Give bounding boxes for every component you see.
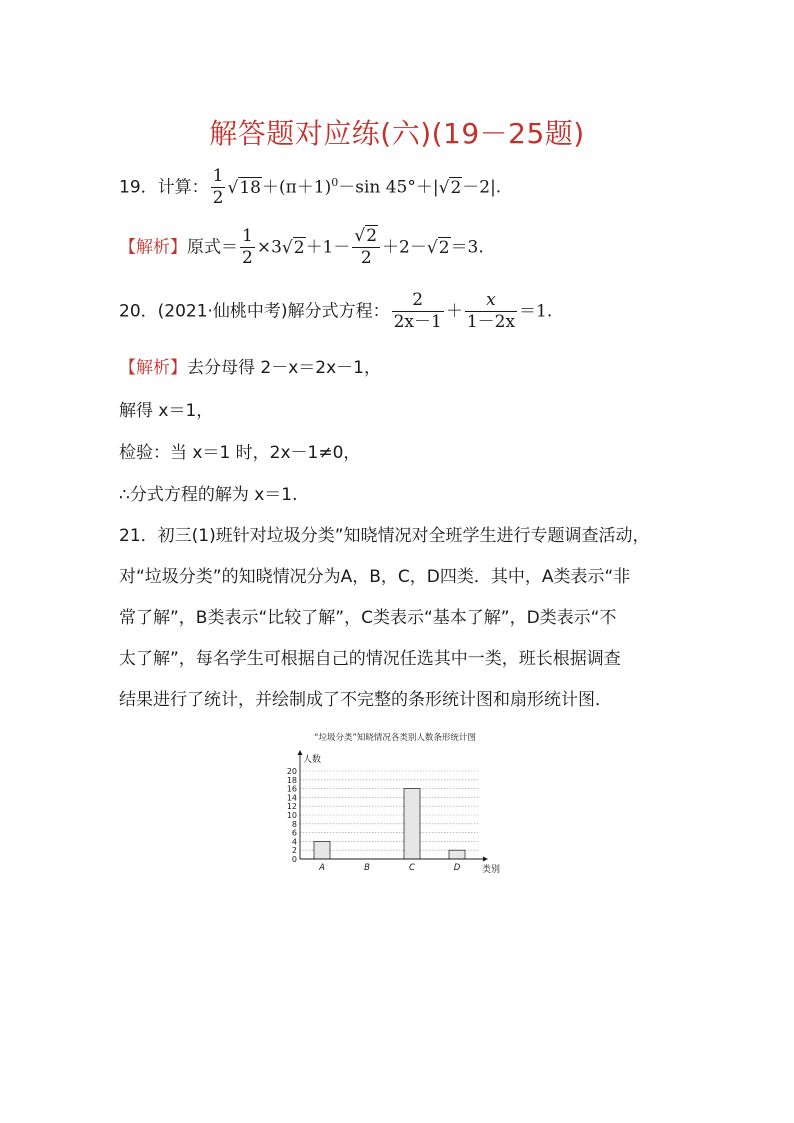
y-tick-label: 18 [286,775,297,785]
sqrt-2: √2 [426,237,450,258]
question-21-line-4: 太了解”，每名学生可根据自己的情况任选其中一类，班长根据调查 [119,649,621,669]
chart-grid [300,771,478,850]
solution-20-line-2: 解得 x＝1， [119,401,214,421]
chart-title: “垃圾分类”知晓情况各类别人数条形统计图 [314,733,476,743]
y-tick-label: 10 [286,811,297,820]
sqrt-2: √2 [281,237,305,258]
y-tick-label: 4 [291,837,297,847]
bar-D [449,850,465,859]
solution-20-line-3: 检验：当 x＝1 时，2x－1≠0， [119,443,361,463]
fraction-half: $\frac{1}{2}$ [212,166,224,208]
bar-chart [270,728,520,878]
page-title: 解答题对应练(六)(19－25题) [209,117,585,150]
question-21-line-5: 结果进行了统计，并绘制成了不完整的条形统计图和扇形统计图． [119,690,612,710]
y-axis-arrow [298,750,303,755]
question-19: 19．计算： $\frac{1}{2}$ $√18+(\pi+1)^0-\sin$ 45°＋|√2－2|. [119,166,502,208]
x-tick-labels [318,863,461,873]
sqrt-2: √2 [438,177,462,198]
question-19-number: 19．计算： [119,177,209,198]
y-tick-labels [287,767,297,864]
y-axis-label: 人数 [303,755,322,765]
question-20: 20．(2021·仙桃中考)解分式方程： $\frac{2}{2x-1}$ ＋ $\frac{x}{1-2x}$ ＝1. [119,290,553,332]
x-axis-label: 类别 [482,865,501,875]
y-tick-label: 0 [291,855,297,864]
fraction-half: $\frac{1}{2}$ [242,226,253,268]
y-tick-label: 2 [291,846,297,856]
question-20-number: 20．(2021·仙桃中考)解分式方程： [119,301,390,322]
fraction-2-over-2x-minus-1: $\frac{2}{2x-1}$ [393,290,442,332]
question-21-line-1: 21．初三(1)班针对垃圾分类”知晓情况对全班学生进行专题调查活动， [119,526,650,546]
x-tick-label: B [364,863,370,873]
solution-20-line-1: 【解析】去分母得 2－x＝2x－1， [119,358,381,378]
y-tick-label: 14 [286,793,297,803]
x-tick-label: D [453,863,461,873]
solution-19: 【解析】原式＝ $\frac{1}{2}$ ×3√2＋1－ $\frac{√2}{2}$ ＋2－√2＝3. [119,226,484,268]
y-tick-label: 8 [291,819,297,829]
x-tick-label: A [319,863,325,873]
y-tick-label: 16 [286,784,297,794]
y-tick-label: 20 [286,767,297,776]
fraction-x-over-1-minus-2x: $\frac{x}{1-2x}$ [466,290,516,332]
solution-20-line-4: ∴分式方程的解为 x＝1. [119,485,298,505]
sqrt-18: √18 [227,177,261,198]
analysis-tag: 【解析】 [119,358,187,378]
x-tick-label: C [409,863,415,873]
question-21-line-3: 常了解”，B类表示“比较了解”，C类表示“基本了解”，D类表示“不 [119,608,617,628]
bar-C [404,789,420,859]
x-axis-arrow [483,857,488,862]
analysis-tag: 【解析】 [119,237,187,258]
bar-A [314,841,330,859]
y-tick-label: 12 [286,802,297,812]
fraction-sqrt2-over-2: $\frac{√2}{2}$ [352,228,380,267]
question-21-line-2: 对“垃圾分类”的知晓情况分为A，B，C，D四类．其中，A类表示“非 [119,567,631,587]
y-tick-label: 6 [291,828,297,838]
